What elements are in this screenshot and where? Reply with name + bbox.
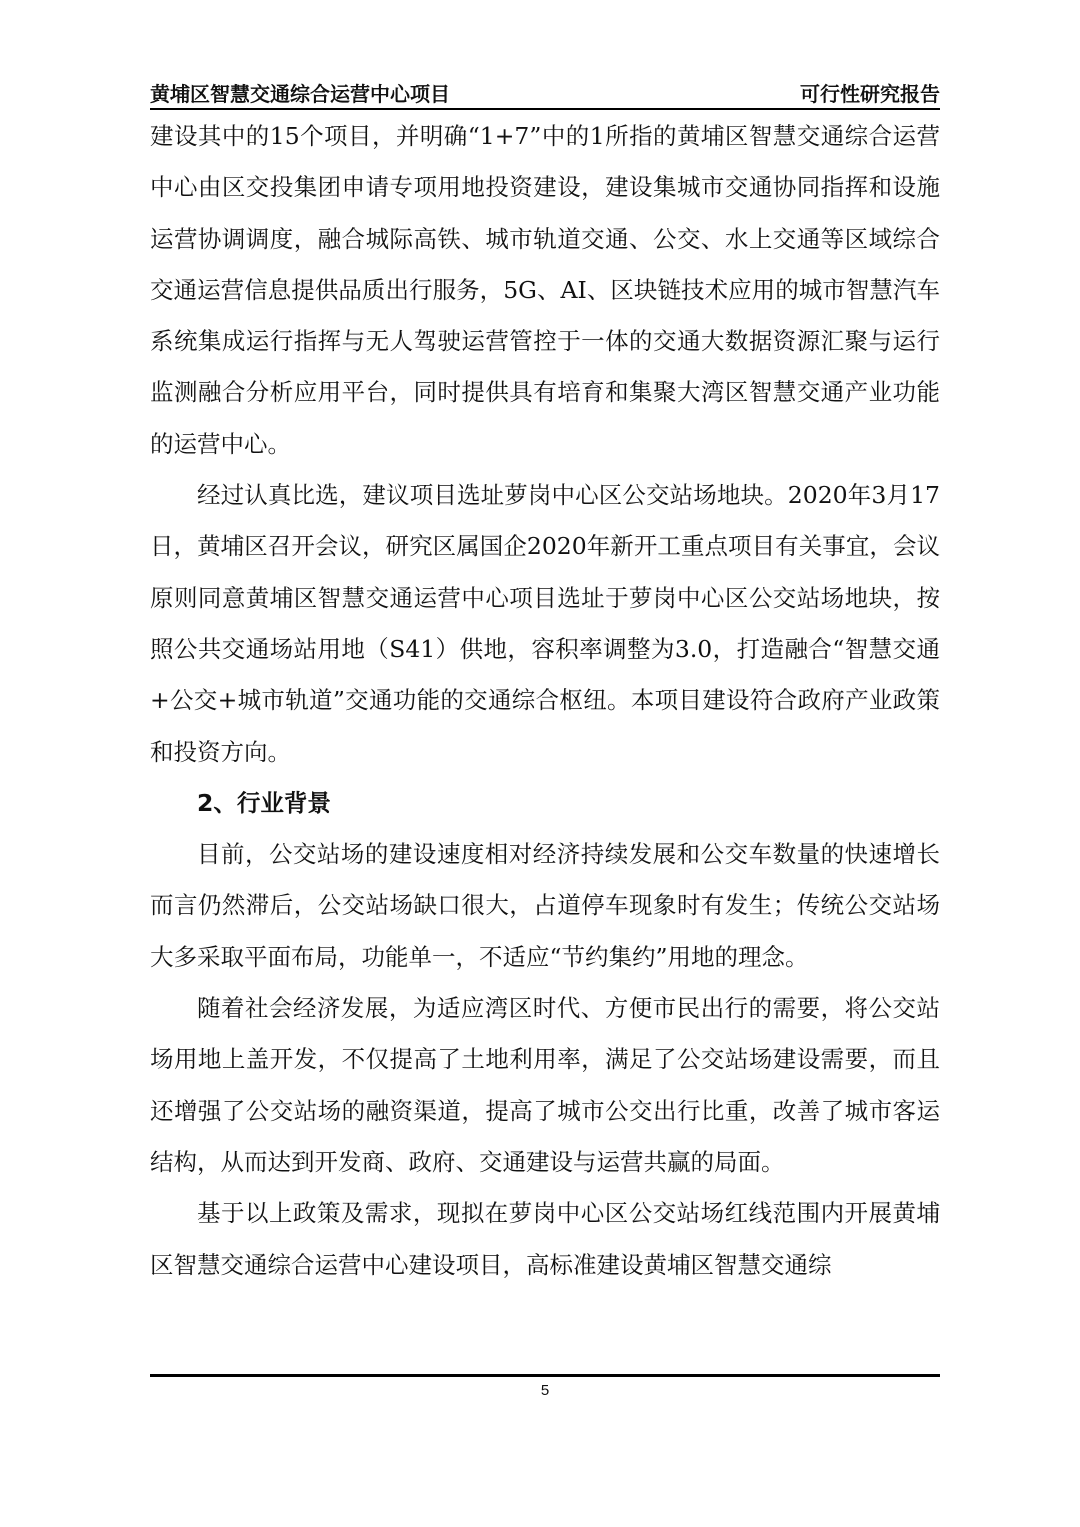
section-heading-industry-background: 2、行业背景: [197, 788, 331, 817]
header-project-title: 黄埔区智慧交通综合运营中心项目: [150, 82, 450, 106]
paragraph-development-benefits: 随着社会经济发展，为适应湾区时代、方便市民出行的需要，将公交站场用地上盖开发，不仅提高了土地利用率，满足了公交站场建设需要，而且还增强了公交站场的融资渠道，提高了城市公交出行比重，改善了城市客运结构，从而达到开发商、政府、交通建设与运营共赢的局面。: [150, 994, 940, 1176]
paragraph-project-overview: 建设其中的15个项目，并明确“1+7”中的1所指的黄埔区智慧交通综合运营中心由区交投集团申请专项用地投资建设，建设集城市交通协同指挥和设施运营协调调度，融合城际高铁、城市轨道交通、公交、水上交通等区域综合交通运营信息提供品质出行服务，5G、AI、区块链技术应用的城市智慧汽车系统集成运行指挥与无人驾驶运营管控于一体的交通大数据资源汇聚与运行监测融合分析应用平台，同时提供具有培育和集聚大湾区智慧交通产业功能的运营中心。: [150, 122, 940, 458]
paragraph-project-proposal: 基于以上政策及需求，现拟在萝岗中心区公交站场红线范围内开展黄埔区智慧交通综合运营中心建设项目，高标准建设黄埔区智慧交通综: [150, 1199, 940, 1279]
page-number: 5: [540, 1382, 550, 1399]
paragraph-site-selection: 经过认真比选，建议项目选址萝岗中心区公交站场地块。2020年3月17日，黄埔区召开会议，研究区属国企2020年新开工重点项目有关事宜，会议原则同意黄埔区智慧交通运营中心项目选址于萝岗中心区公交站场地块，按照公共交通场站用地（S41）供地，容积率调整为3.0，打造融合“智慧交通+公交+城市轨道”交通功能的交通综合枢纽。本项目建设符合政府产业政策和投资方向。: [150, 481, 940, 766]
header-divider: [150, 108, 940, 110]
running-header: [150, 78, 940, 106]
header-report-type: 可行性研究报告: [800, 82, 940, 106]
page-body: [150, 111, 940, 1291]
paragraph-current-situation: 目前，公交站场的建设速度相对经济持续发展和公交车数量的快速增长而言仍然滞后，公交站场缺口很大，占道停车现象时有发生；传统公交站场大多采取平面布局，功能单一，不适应“节约集约”用地的理念。: [150, 840, 940, 971]
footer-divider: [150, 1374, 940, 1377]
